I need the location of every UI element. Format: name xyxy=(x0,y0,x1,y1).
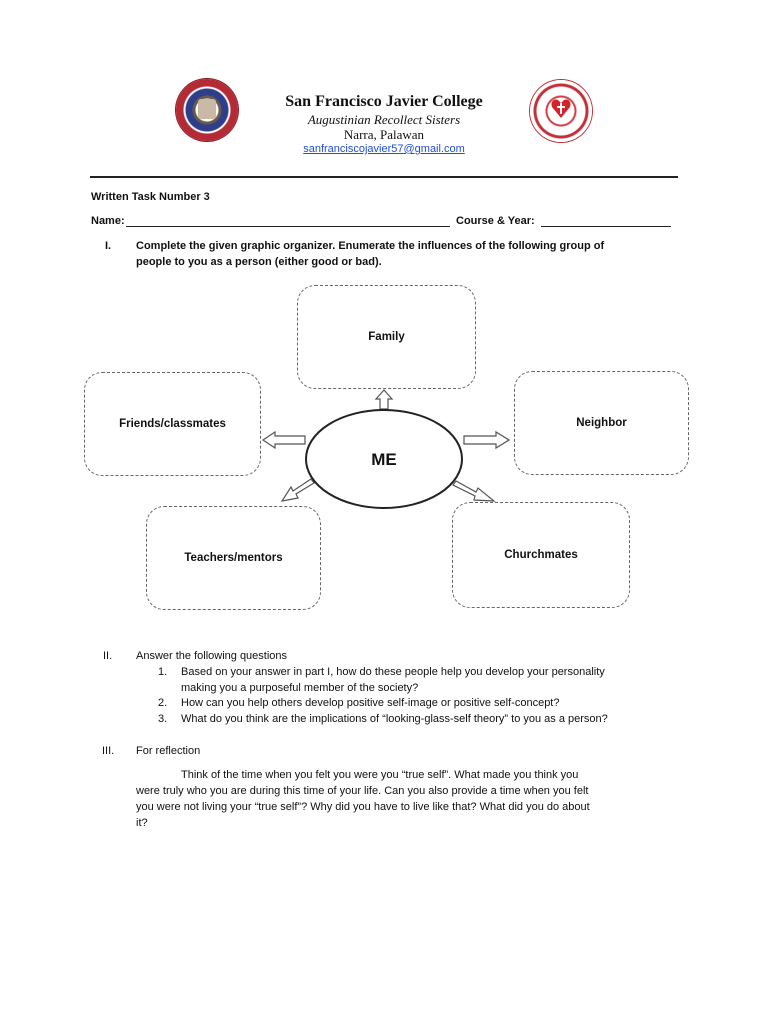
question-1-line1: Based on your answer in part I, how do these people help you develop your personality xyxy=(181,666,605,678)
question-2-line1: How can you help others develop positive self-image or positive self-concept? xyxy=(181,697,560,709)
section1-instruction-line1: Complete the given graphic organizer. Enumerate the influences of the following group of xyxy=(136,240,605,252)
section1-instruction-line2: people to you as a person (either good or bad). xyxy=(136,256,382,268)
section2-heading: Answer the following questions xyxy=(136,650,288,662)
course-label: Course & Year: xyxy=(456,215,535,227)
congregation-name: Augustinian Recollect Sisters xyxy=(307,112,461,127)
neighbor-label: Neighbor xyxy=(576,417,627,429)
teachers-mentors-label: Teachers/mentors xyxy=(184,552,283,564)
college-name: San Francisco Javier College xyxy=(285,93,483,110)
question-3-number: 3. xyxy=(158,713,168,725)
question-1-line2: making you a purposeful member of the society? xyxy=(181,682,419,694)
question-3-line1: What do you think are the implications of “looking-glass-self theory” to you as a person? xyxy=(181,713,608,725)
friends-classmates-label: Friends/classmates xyxy=(119,418,226,430)
section3-heading: For reflection xyxy=(136,745,201,757)
arrow-down-left-icon xyxy=(282,479,314,501)
me-label: ME xyxy=(371,450,397,469)
arrow-left-icon xyxy=(263,432,305,448)
churchmates-label: Churchmates xyxy=(504,549,578,561)
name-label: Name: xyxy=(91,215,125,227)
section2-numeral: II. xyxy=(103,650,113,662)
reflection-line3: you were not living your “true self”? Why did you have to live like that? What did you do about xyxy=(136,801,590,813)
family-label: Family xyxy=(368,331,405,343)
question-1-number: 1. xyxy=(158,666,168,678)
section1-numeral: I. xyxy=(105,240,112,252)
college-email-link[interactable]: sanfranciscojavier57@gmail.com xyxy=(303,143,465,155)
reflection-line1: Think of the time when you felt you were you “true self”. What made you think you xyxy=(181,769,579,781)
college-location: Narra, Palawan xyxy=(343,127,425,142)
reflection-line4: it? xyxy=(136,817,148,829)
arrow-right-icon xyxy=(464,432,509,448)
question-2-number: 2. xyxy=(158,697,168,709)
arrow-up-icon xyxy=(376,390,392,409)
task-title: Written Task Number 3 xyxy=(91,191,210,203)
section3-numeral: III. xyxy=(102,745,115,757)
reflection-line2: were truly who you are during this time of your life. Can you also provide a time when you felt xyxy=(136,785,589,797)
arrow-down-right-icon xyxy=(453,481,494,501)
